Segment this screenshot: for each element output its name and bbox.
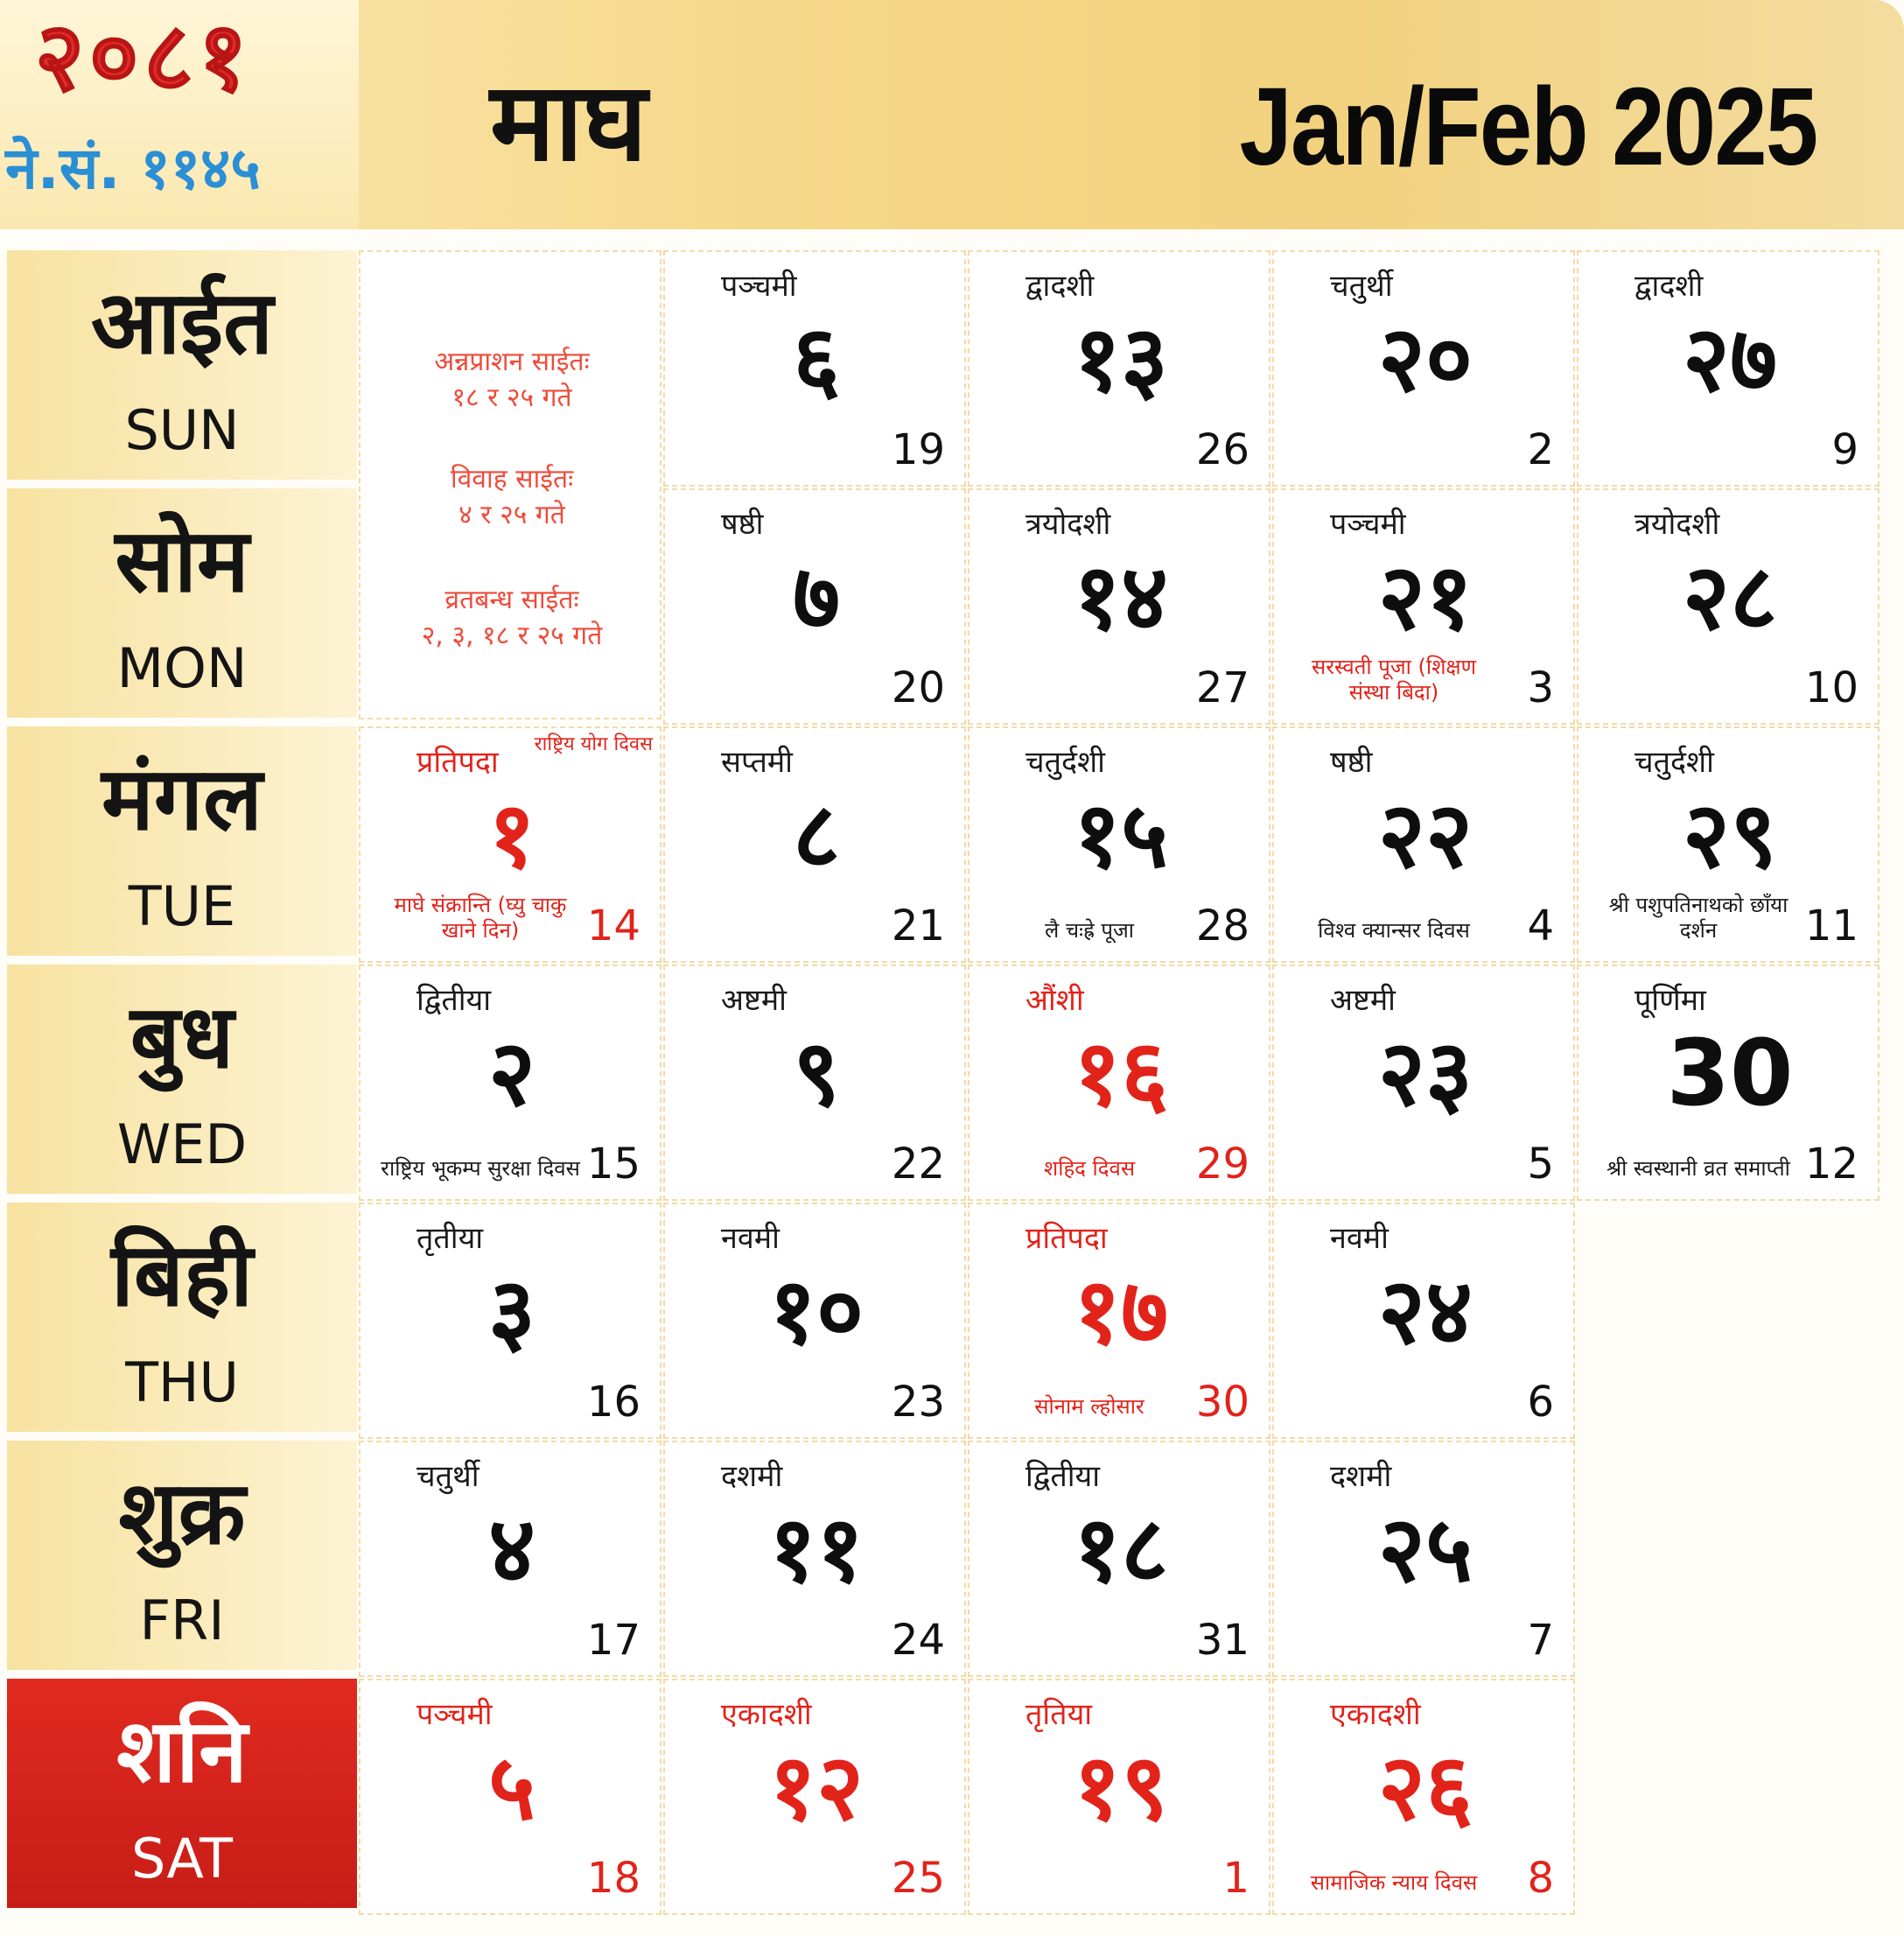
date-cell [663, 726, 966, 963]
nepali-date-number: ८ [792, 782, 841, 888]
note-title: अन्नप्राशन साईतः [434, 347, 590, 377]
note-title: विवाह साईतः [450, 464, 574, 495]
date-cell [1272, 1441, 1575, 1677]
english-date-number: 3 [1527, 663, 1554, 712]
nepali-date-number: ७ [792, 544, 841, 650]
nepali-date-number: २० [1377, 305, 1474, 412]
nepali-date-number: १६ [1073, 1020, 1169, 1126]
english-date-number: 6 [1527, 1378, 1554, 1427]
event-label: श्री पशुपतिनाथको छाँया दर्शन [1608, 893, 1788, 943]
english-date-number: 20 [891, 663, 945, 712]
calendar-header [0, 0, 1904, 229]
nepali-date-number: १९ [1073, 1734, 1169, 1841]
top-event-label: राष्ट्रिय योग दिवस [534, 733, 653, 755]
nepali-date-number: १८ [1073, 1496, 1169, 1603]
weekday-english: MON [116, 636, 248, 700]
english-date-number: 16 [586, 1378, 640, 1427]
date-cell [359, 1679, 662, 1915]
event-label: शहिद दिवस [1043, 1156, 1136, 1182]
event-label: सोनाम ल्होसार [1034, 1394, 1144, 1420]
weekday-mon [7, 488, 357, 723]
tithi-label: एकादशी [1330, 1697, 1421, 1732]
date-cell [359, 1441, 662, 1677]
date-cell [968, 488, 1270, 725]
nepali-date-number: ९ [792, 1020, 841, 1126]
date-cell [663, 1203, 966, 1439]
english-date-number: 25 [891, 1854, 945, 1903]
date-cell [1577, 250, 1880, 487]
weekday-tue [7, 726, 357, 961]
tithi-label: पञ्चमी [1330, 507, 1406, 542]
date-cell [1577, 726, 1880, 963]
english-date-number: 1 [1222, 1854, 1250, 1903]
weekday-english: THU [125, 1350, 239, 1414]
date-cell [359, 964, 662, 1201]
date-cell [968, 1441, 1270, 1677]
tithi-label: औंशी [1026, 983, 1084, 1018]
weekday-nepali: शुक्र [118, 1462, 246, 1564]
tithi-label: सप्तमी [721, 745, 793, 780]
weekday-thu [7, 1203, 357, 1437]
tithi-label: चतुर्थी [1330, 269, 1393, 304]
tithi-label: दशमी [1330, 1459, 1392, 1494]
nepali-date-number: ११ [768, 1496, 864, 1603]
date-cell [663, 250, 966, 487]
nepali-date-number: १३ [1073, 305, 1169, 412]
date-cell [1272, 488, 1575, 725]
english-date-number: 17 [586, 1616, 640, 1665]
english-date-number: 11 [1804, 901, 1858, 950]
english-date-number: 10 [1804, 663, 1858, 712]
weekday-nepali: आईत [90, 271, 274, 374]
event-label: श्री स्वस्थानी व्रत समाप्ती [1606, 1156, 1790, 1182]
nepali-date-number: 30 [1666, 1020, 1794, 1126]
date-cell [359, 1203, 662, 1439]
tithi-label: प्रतिपदा [1026, 1221, 1108, 1256]
weekday-wed [7, 964, 357, 1199]
date-cell [968, 964, 1270, 1201]
date-grid [359, 250, 1881, 1931]
nepali-date-number: २१ [1377, 544, 1474, 650]
weekday-nepali: शनि [116, 1700, 248, 1802]
date-cell [968, 1679, 1270, 1915]
english-date-number: 21 [891, 901, 945, 950]
tithi-label: अष्टमी [721, 983, 787, 1018]
tithi-label: नवमी [1330, 1221, 1389, 1256]
weekday-nepali: मंगल [102, 747, 262, 850]
weekday-fri [7, 1441, 357, 1675]
nepali-date-number: २७ [1682, 305, 1778, 412]
event-label: विश्व क्यान्सर दिवस [1318, 918, 1470, 943]
weekday-english: SUN [124, 398, 240, 462]
date-cell [1272, 964, 1575, 1201]
english-date-number: 7 [1527, 1616, 1554, 1665]
event-label: माघे संक्रान्ति (घ्यु चाकु खाने दिन) [394, 893, 567, 943]
weekday-nepali: बुध [130, 986, 234, 1088]
tithi-label: षष्ठी [1330, 745, 1373, 780]
note-title: व्रतबन्ध साईतः [444, 585, 579, 615]
weekday-english: WED [116, 1112, 248, 1176]
empty-cell [1577, 1203, 1880, 1439]
nepali-date-number: १ [487, 782, 536, 888]
date-cell [1272, 1203, 1575, 1439]
tithi-label: द्वादशी [1634, 269, 1704, 304]
nepali-date-number: २ [487, 1020, 536, 1126]
tithi-label: नवमी [721, 1221, 780, 1256]
tithi-label: अष्टमी [1330, 983, 1396, 1018]
nepali-date-number: १५ [1073, 782, 1169, 888]
english-date-number: 2 [1527, 425, 1554, 474]
nepali-date-number: २८ [1682, 544, 1778, 650]
nepali-date-number: २६ [1377, 1734, 1474, 1841]
english-date-number: 22 [891, 1140, 945, 1189]
tithi-label: षष्ठी [721, 507, 764, 542]
event-label: लै चःह्रे पूजा [1044, 918, 1135, 943]
english-date-number: 15 [586, 1140, 640, 1189]
english-date-number: 27 [1195, 663, 1250, 712]
tithi-label: त्रयोदशी [1026, 507, 1111, 542]
english-date-number: 9 [1831, 425, 1858, 474]
english-date-number: 5 [1527, 1140, 1554, 1189]
nepali-date-number: २३ [1377, 1020, 1474, 1126]
tithi-label: द्वितीया [416, 983, 492, 1018]
date-cell [1272, 250, 1575, 487]
tithi-label: द्वितीया [1026, 1459, 1101, 1494]
month-english: Jan/Feb 2025 [1239, 65, 1816, 188]
weekday-nepali: सोम [115, 509, 249, 612]
nepali-date-number: २९ [1682, 782, 1778, 888]
tithi-label: चतुर्थी [416, 1459, 480, 1494]
event-label: राष्ट्रिय भूकम्प सुरक्षा दिवस [381, 1156, 580, 1182]
nepali-date-number: १० [768, 1258, 864, 1364]
tithi-label: पञ्चमी [416, 1697, 493, 1732]
date-cell [968, 1203, 1270, 1439]
english-date-number: 23 [891, 1378, 945, 1427]
event-label: सरस्वती पूजा (शिक्षण संस्था बिदा) [1312, 655, 1476, 705]
note-dates: ४ र २५ गते [458, 499, 565, 530]
english-date-number: 30 [1195, 1378, 1250, 1427]
english-date-number: 19 [891, 425, 945, 474]
tithi-label: त्रयोदशी [1634, 507, 1720, 542]
english-date-number: 12 [1804, 1140, 1858, 1189]
tithi-label: एकादशी [721, 1697, 812, 1732]
month-nepali: माघ [490, 60, 648, 186]
tithi-label: चतुर्दशी [1634, 745, 1714, 780]
tithi-label: तृतीया [416, 1221, 484, 1256]
english-date-number: 28 [1195, 901, 1250, 950]
weekday-english: SAT [131, 1827, 233, 1890]
nepali-date-number: १४ [1073, 544, 1169, 650]
english-date-number: 24 [891, 1616, 945, 1665]
note-dates: १८ र २५ गते [452, 382, 572, 413]
date-cell [359, 726, 662, 963]
date-cell [1272, 1679, 1575, 1915]
nepali-date-number: ६ [792, 305, 841, 412]
nepali-date-number: २२ [1377, 782, 1474, 888]
nepali-date-number: ३ [487, 1258, 536, 1364]
english-date-number: 8 [1527, 1854, 1554, 1903]
tithi-label: तृतिया [1026, 1697, 1093, 1732]
date-cell [1577, 488, 1880, 725]
event-label: सामाजिक न्याय दिवस [1310, 1870, 1478, 1896]
weekday-sun [7, 250, 357, 485]
tithi-label: दशमी [721, 1459, 783, 1494]
tithi-label: प्रतिपदा [416, 745, 499, 780]
date-cell [968, 726, 1270, 963]
nepali-date-number: ५ [487, 1734, 536, 1841]
nepali-date-number: १७ [1073, 1258, 1169, 1364]
english-date-number: 29 [1195, 1140, 1250, 1189]
date-cell [663, 1441, 966, 1677]
date-cell [663, 964, 966, 1201]
nepali-date-number: ४ [487, 1496, 536, 1603]
english-date-number: 18 [586, 1854, 640, 1903]
english-date-number: 26 [1195, 425, 1250, 474]
weekday-sat [7, 1679, 357, 1913]
english-date-number: 4 [1527, 901, 1554, 950]
english-date-number: 14 [586, 901, 640, 950]
weekday-english: FRI [139, 1589, 225, 1652]
date-cell [1577, 964, 1880, 1201]
nepali-date-number: २४ [1377, 1258, 1474, 1364]
date-cell [968, 250, 1270, 487]
english-date-number: 31 [1195, 1616, 1250, 1665]
note-dates: २, ३, १८ र २५ गते [421, 620, 603, 651]
date-cell [1272, 726, 1575, 963]
empty-cell [1577, 1679, 1880, 1915]
tithi-label: पञ्चमी [721, 269, 797, 304]
weekday-english: TUE [128, 874, 236, 938]
tithi-label: पूर्णिमा [1634, 983, 1706, 1018]
year-nepal-sambat: ने.सं. ११४५ [5, 135, 261, 202]
nepali-date-number: २५ [1377, 1496, 1474, 1603]
date-cell [663, 1679, 966, 1915]
tithi-label: द्वादशी [1026, 269, 1095, 304]
nepali-date-number: १२ [768, 1734, 864, 1841]
weekday-nepali: बिही [111, 1224, 253, 1326]
date-cell [663, 488, 966, 725]
tithi-label: चतुर्दशी [1026, 745, 1105, 780]
year-box [0, 0, 359, 229]
empty-cell [1577, 1441, 1880, 1677]
year-bs: २०८१ [35, 3, 253, 112]
